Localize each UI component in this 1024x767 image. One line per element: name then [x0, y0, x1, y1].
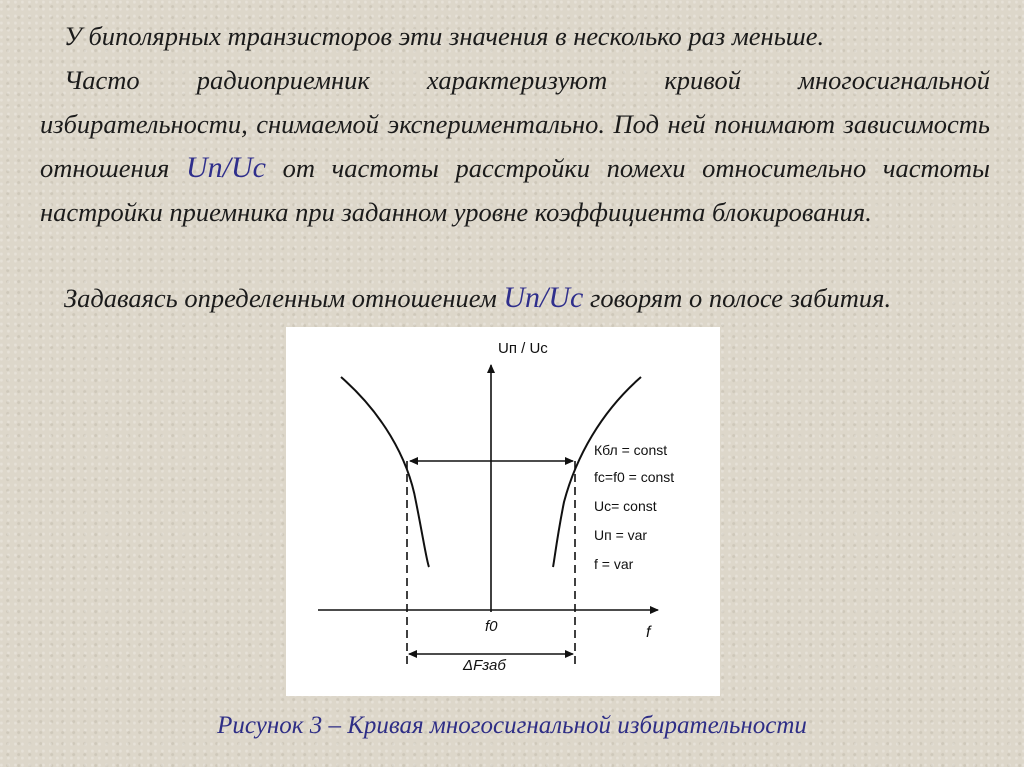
band-label: ΔFзаб [463, 657, 506, 674]
paragraph-bipolar [40, 14, 990, 58]
definition-text-after: от частоты расстройки помехи относительно частоты настройки приемника при заданном уровне коэффициента блокирования. [40, 153, 991, 227]
band-text-before: Задаваясь определенным отношением [64, 283, 497, 313]
definition-text-before: Часто радиоприемник характеризуют кривой многосигнальной избирательности, снимаемой экспериментально. Под ней понимают зависимость отношения [40, 65, 990, 183]
selectivity-figure [286, 327, 720, 696]
condition-f: f = var [594, 556, 634, 572]
condition-uc: Uc= const [594, 498, 657, 514]
selectivity-diagram [286, 327, 720, 696]
ratio-formula-2: Uп/Uc [503, 281, 584, 314]
paragraph-definition [40, 58, 990, 234]
condition-fc: fc=f0 = const [594, 469, 675, 485]
f0-label: f0 [485, 618, 498, 635]
paragraph-bipolar-text: У биполярных транзисторов эти значения в несколько раз меньше. [64, 21, 825, 51]
y-axis-label: Uп / Uc [498, 340, 548, 357]
band-text-after: говорят о полосе забития. [590, 283, 892, 313]
left-curve [341, 377, 429, 567]
condition-kbl: Кбл = const [594, 442, 668, 458]
x-axis-label: f [646, 624, 651, 641]
paragraph-band [40, 276, 990, 320]
ratio-formula: Uп/Uc [185, 151, 266, 184]
condition-un: Uп = var [594, 527, 648, 543]
figure-caption: Рисунок 3 – Кривая многосигнальной избирательности [217, 712, 807, 739]
